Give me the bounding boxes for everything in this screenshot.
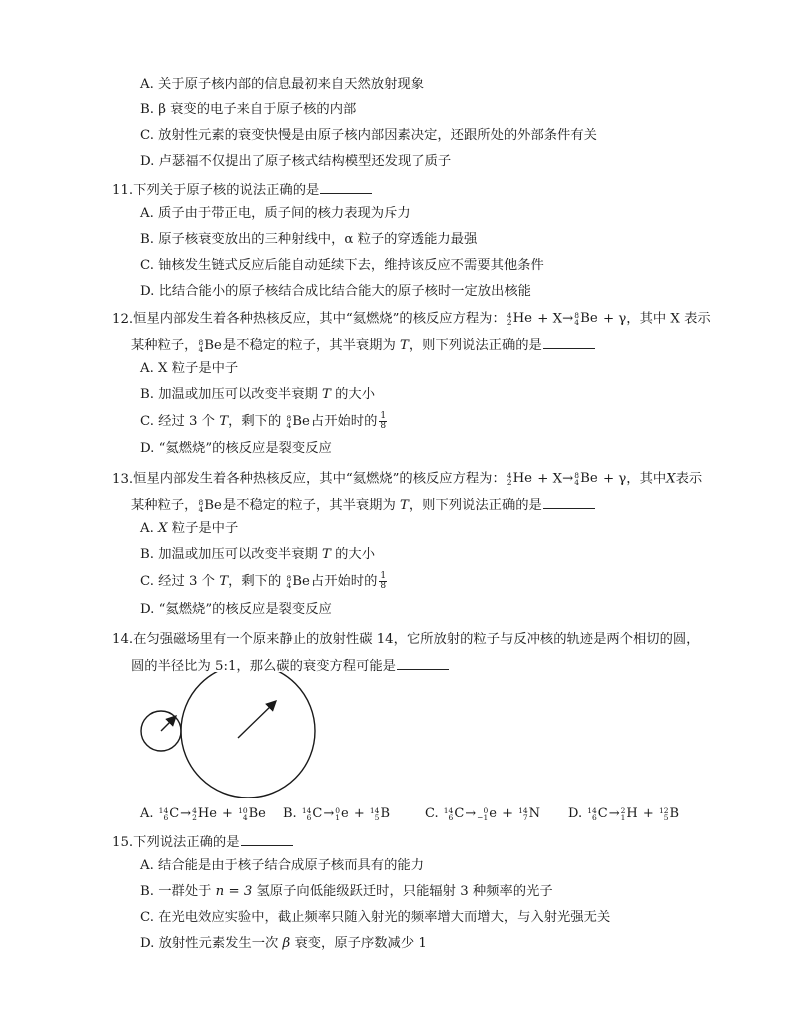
beryllium-nuclide: 8 4 Be bbox=[574, 311, 598, 327]
arrow-icon: → bbox=[562, 311, 574, 327]
q14-choice-c: C. 14 6 C → 0 −1 e + 14 7 N bbox=[425, 805, 541, 822]
q13-stem-line1: 13.恒星内部发生着各种热核反应，其中“氦燃烧”的核反应方程为： 4 2 He + X→ 8 4 Be + γ，其中X表示 bbox=[112, 471, 703, 487]
q15-option-c: C. 在光电效应实验中，截止频率只随入射光的频率增大而增大，与入射光强无关 bbox=[140, 910, 611, 925]
q12-number: 12. bbox=[112, 311, 134, 327]
fraction-one-eighth: $\frac{1}{8}$ bbox=[380, 411, 387, 431]
beryllium-nuclide: 8 4 Be bbox=[198, 337, 222, 354]
q14-choice-d: D. 14 6 C → 2 1 H + 12 5 B bbox=[568, 805, 680, 822]
tangent-circles-figure bbox=[134, 672, 334, 798]
q14-number: 14. bbox=[112, 632, 134, 647]
answer-blank bbox=[241, 832, 293, 846]
q13-option-a: A. X 粒子是中子 bbox=[140, 521, 239, 536]
q11-option-b: B. 原子核衰变放出的三种射线中，α 粒子的穿透能力最强 bbox=[140, 232, 478, 247]
q12-stem-line2: 某种粒子， 8 4 Be 是不稳定的粒子，其半衰期为 T，则下列说法正确的是 bbox=[131, 335, 595, 355]
q13-option-b: B. 加温或加压可以改变半衰期 T 的大小 bbox=[140, 547, 376, 562]
q13-stem-text: 恒星内部发生着各种热核反应，其中“氦燃烧”的核反应方程为： bbox=[133, 471, 506, 487]
answer-blank bbox=[543, 495, 595, 509]
helium-nuclide: 4 2 He bbox=[506, 471, 533, 487]
q15-option-a: A. 结合能是由于核子结合成原子核而具有的能力 bbox=[140, 858, 424, 873]
q13-number: 13. bbox=[112, 471, 134, 487]
q15-option-d: D. 放射性元素发生一次 β 衰变，原子序数减少 1 bbox=[140, 936, 427, 951]
q11-stem-text: 下列关于原子核的说法正确的是 bbox=[133, 183, 320, 198]
answer-blank bbox=[543, 335, 595, 349]
q12-option-a: A. X 粒子是中子 bbox=[140, 361, 239, 376]
answer-blank bbox=[397, 656, 449, 670]
q10-option-c: C. 放射性元素的衰变快慢是由原子核内部因素决定，还跟所处的外部条件有关 bbox=[140, 128, 597, 143]
q13-option-d: D. “氦燃烧”的核反应是裂变反应 bbox=[140, 602, 332, 617]
large-radius-arrow bbox=[238, 702, 275, 738]
q11-stem bbox=[112, 180, 372, 200]
q11-option-c: C. 铀核发生链式反应后能自动延续下去，维持该反应不需要其他条件 bbox=[140, 258, 544, 273]
q12-option-b: B. 加温或加压可以改变半衰期 T 的大小 bbox=[140, 387, 376, 402]
q12-stem-text: 恒星内部发生着各种热核反应，其中“氦燃烧”的核反应方程为： bbox=[133, 311, 506, 327]
helium-nuclide: 4 2 He bbox=[506, 311, 533, 327]
large-circle bbox=[181, 672, 315, 798]
q14-stem-line2: 圆的半径比为 5:1，那么碳的衰变方程可能是 bbox=[131, 656, 449, 676]
q11-option-d: D. 比结合能小的原子核结合成比结合能大的原子核时一定放出核能 bbox=[140, 284, 531, 299]
q15-stem: 15.下列说法正确的是 bbox=[112, 832, 293, 852]
q13-option-c: C. 经过 3 个 T，剩下的 8 4 Be 占开始时的 $\frac{1}{8}$ bbox=[140, 571, 387, 591]
q11-number: 11. bbox=[112, 183, 134, 198]
q15-number: 15. bbox=[112, 835, 134, 850]
q12-option-d: D. “氦燃烧”的核反应是裂变反应 bbox=[140, 441, 332, 456]
q13-stem-line2: 某种粒子， 8 4 Be 是不稳定的粒子，其半衰期为 T，则下列说法正确的是 bbox=[131, 495, 595, 515]
q14-stem-line1: 14.在匀强磁场里有一个原来静止的放射性碳 14，它所放射的粒子与反冲核的轨迹是两个相切的圆， bbox=[112, 632, 700, 647]
q15-option-b: B. 一群处于 n = 3 氢原子向低能级跃迁时，只能辐射 3 种频率的光子 bbox=[140, 884, 553, 899]
q10-option-a: A. 关于原子核内部的信息最初来自天然放射现象 bbox=[140, 77, 424, 92]
q11-option-a: A. 质子由于带正电，质子间的核力表现为斥力 bbox=[140, 206, 411, 221]
q10-option-b: B. β 衰变的电子来自于原子核的内部 bbox=[140, 102, 357, 117]
fraction-one-eighth: $\frac{1}{8}$ bbox=[380, 571, 387, 591]
q12-stem-line1: 12.恒星内部发生着各种热核反应，其中“氦燃烧”的核反应方程为： 4 2 He + X→ 8 4 Be + γ，其中 X 表示 bbox=[112, 311, 711, 327]
q12-option-c: C. 经过 3 个 T，剩下的 8 4 Be 占开始时的 $\frac{1}{8}$ bbox=[140, 411, 387, 431]
small-radius-arrow bbox=[161, 717, 175, 731]
q10-option-d: D. 卢瑟福不仅提出了原子核式结构模型还发现了质子 bbox=[140, 154, 452, 169]
x-symbol: X bbox=[552, 311, 563, 327]
answer-blank bbox=[320, 180, 372, 194]
q14-choice-b: B. 14 6 C → 0 1 e + 14 5 B bbox=[283, 805, 391, 822]
q14-choice-a: A. 14 6 C → 4 2 He + 10 4 Be bbox=[140, 805, 266, 822]
